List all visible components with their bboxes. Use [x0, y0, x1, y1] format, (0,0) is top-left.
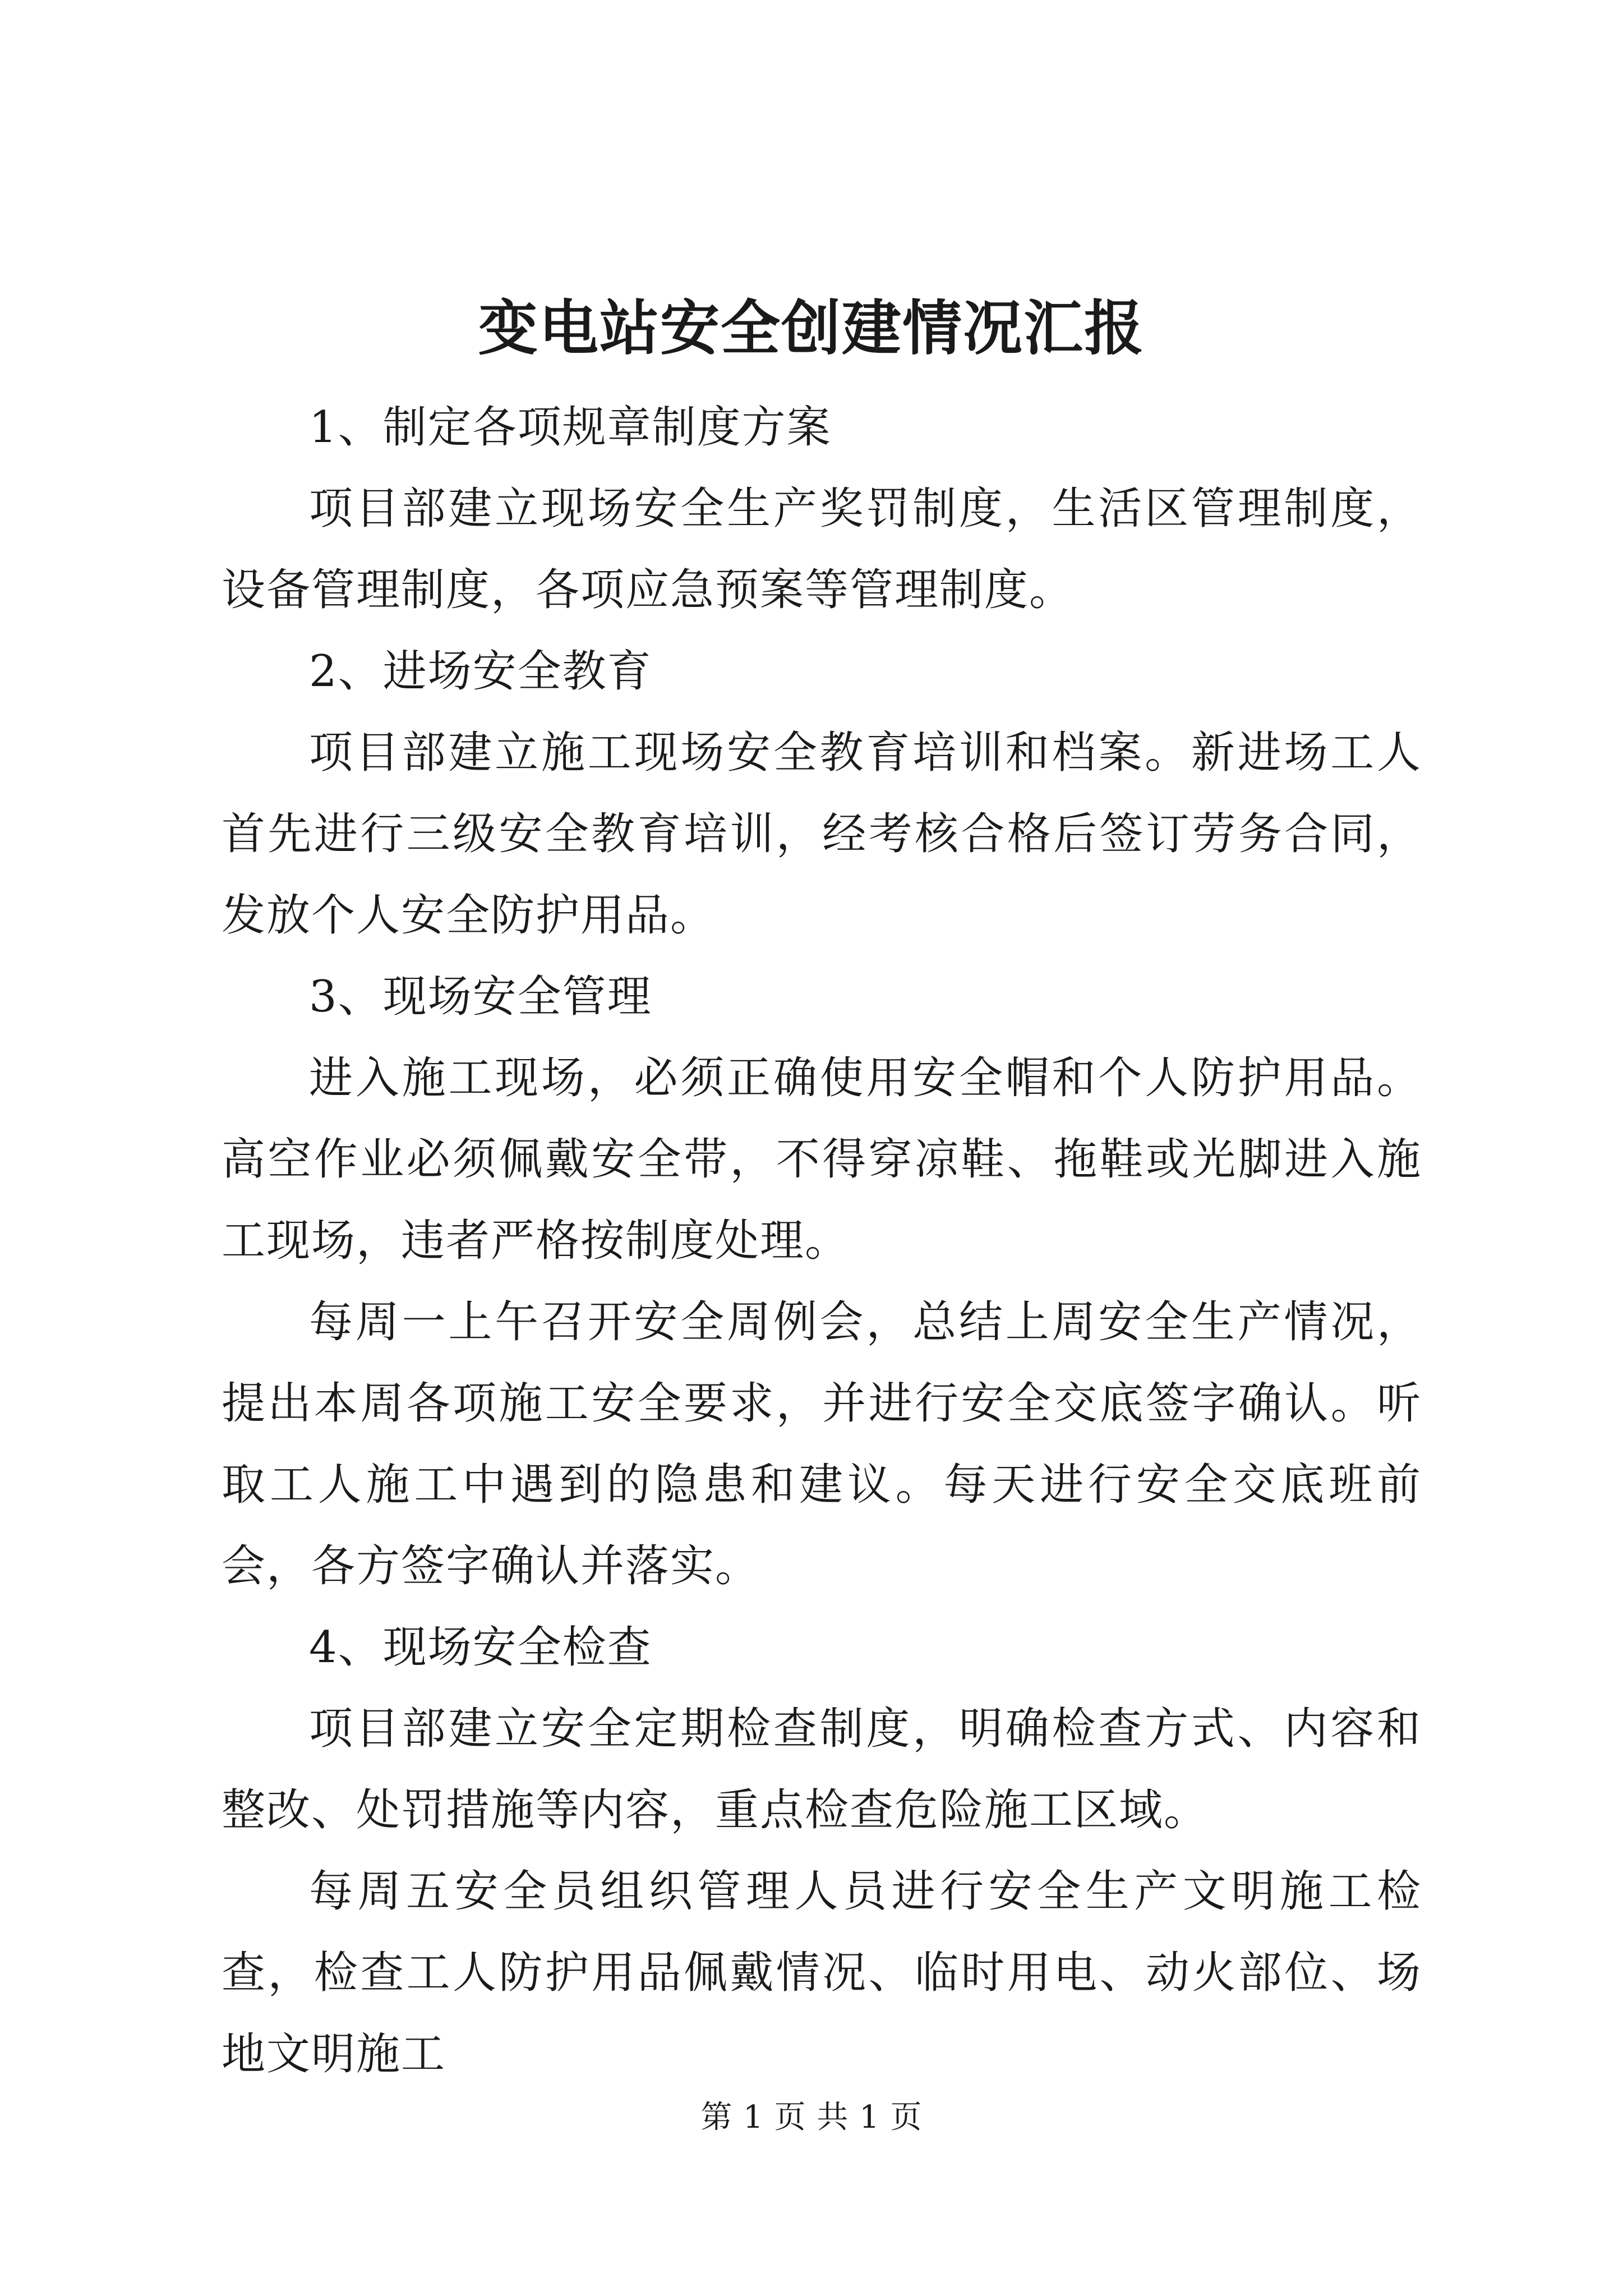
- section-heading-4: 4、现场安全检查: [309, 1622, 652, 1673]
- document-body: [222, 387, 1422, 2095]
- paragraph-1: 项目部建立现场安全生产奖罚制度，生活区管理制度，设备管理制度，各项应急预案等管理制度。: [222, 484, 1422, 615]
- paragraph-2: 项目部建立施工现场安全教育培训和档案。新进场工人首先进行三级安全教育培训，经考核合格后签订劳务合同，发放个人安全防护用品。: [222, 728, 1422, 941]
- paragraph-3: 进入施工现场，必须正确使用安全帽和个人防护用品。高空作业必须佩戴安全带，不得穿凉鞋、拖鞋或光脚进入施工现场，违者严格按制度处理。: [222, 1053, 1422, 1266]
- paragraph-4: 每周一上午召开安全周例会，总结上周安全生产情况，提出本周各项施工安全要求，并进行安全交底签字确认。听取工人施工中遇到的隐患和建议。每天进行安全交底班前会，各方签字确认并落实。: [222, 1297, 1422, 1591]
- section-heading-1: 1、制定各项规章制度方案: [309, 402, 832, 453]
- paragraph-5: 项目部建立安全定期检查制度，明确检查方式、内容和整改、处罚措施等内容，重点检查危险施工区域。: [222, 1704, 1422, 1835]
- paragraph-6: 每周五安全员组织管理人员进行安全生产文明施工检查，检查工人防护用品佩戴情况、临时用电、动火部位、场地文明施工: [222, 1866, 1422, 2079]
- section-heading-2: 2、进场安全教育: [309, 646, 652, 697]
- document-title: 变电站安全创建情况汇报: [478, 293, 1145, 363]
- section-heading-3: 3、现场安全管理: [309, 972, 652, 1022]
- page-footer: 第 1 页 共 1 页: [700, 2099, 923, 2136]
